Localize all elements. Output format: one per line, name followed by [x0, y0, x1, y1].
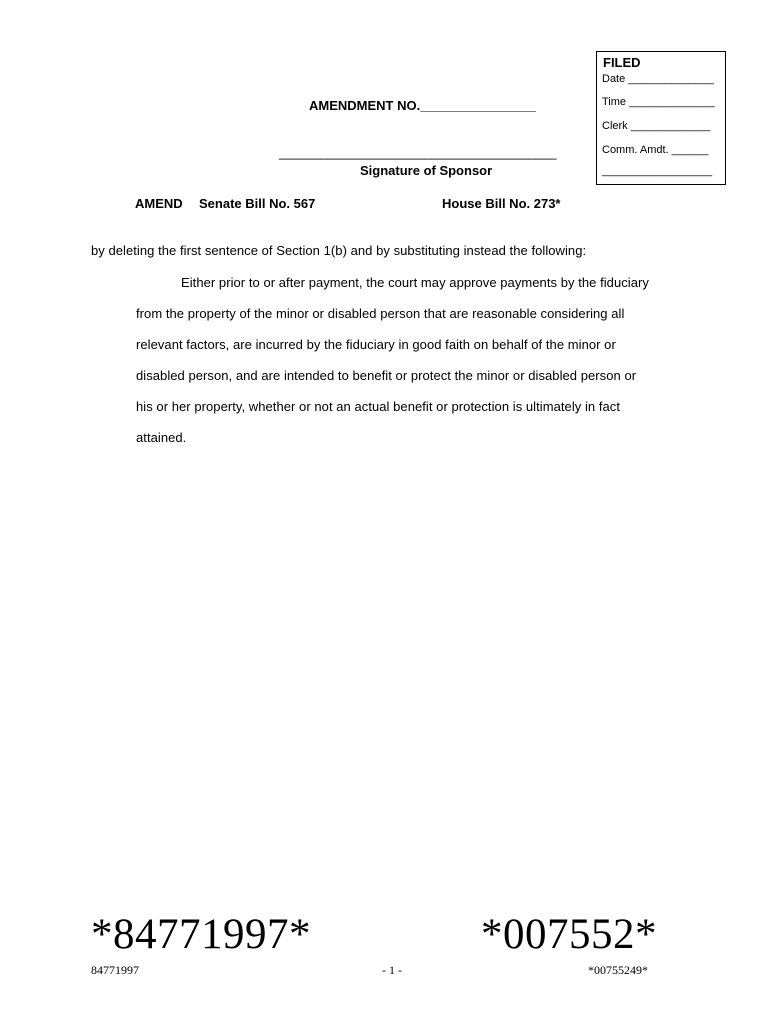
senate-bill: Senate Bill No. 567 [199, 196, 316, 211]
signature-line: ________________________________________ [279, 145, 557, 160]
filed-time-field: Time ______________ [602, 96, 715, 108]
footer-code: *00755249* [588, 963, 648, 977]
document-number: 84771997 [91, 963, 139, 977]
page-number: - 1 - [382, 963, 402, 977]
body-line: his or her property, whether or not an actual benefit or protection is ultimately in fact [136, 399, 621, 414]
filed-comm-amdt-field: Comm. Amdt. ______ [602, 144, 709, 156]
filed-blank-field: __________________ [602, 165, 713, 177]
amendment-number: AMENDMENT NO.________________ [309, 98, 536, 113]
amend-label: AMEND [135, 196, 183, 211]
amendment-intro: by deleting the first sentence of Section 1(b) and by substituting instead the following: [91, 243, 587, 258]
signature-label: Signature of Sponsor [360, 163, 493, 178]
filed-title: FILED [603, 55, 641, 70]
barcode-left: *84771997* [91, 911, 311, 958]
house-bill: House Bill No. 273* [442, 196, 561, 211]
filed-clerk-field: Clerk _____________ [602, 120, 711, 132]
body-line: Either prior to or after payment, the court may approve payments by the fiduciary [181, 275, 649, 290]
barcode-right: *007552* [481, 911, 657, 958]
body-line: from the property of the minor or disabled person that are reasonable considering all [136, 306, 625, 321]
body-line: attained. [136, 430, 187, 445]
body-line: relevant factors, are incurred by the fiduciary in good faith on behalf of the minor or [136, 337, 616, 352]
filed-stamp-box [596, 51, 726, 185]
filed-date-field: Date ______________ [602, 73, 714, 85]
body-line: disabled person, and are intended to benefit or protect the minor or disabled person or [136, 368, 637, 383]
